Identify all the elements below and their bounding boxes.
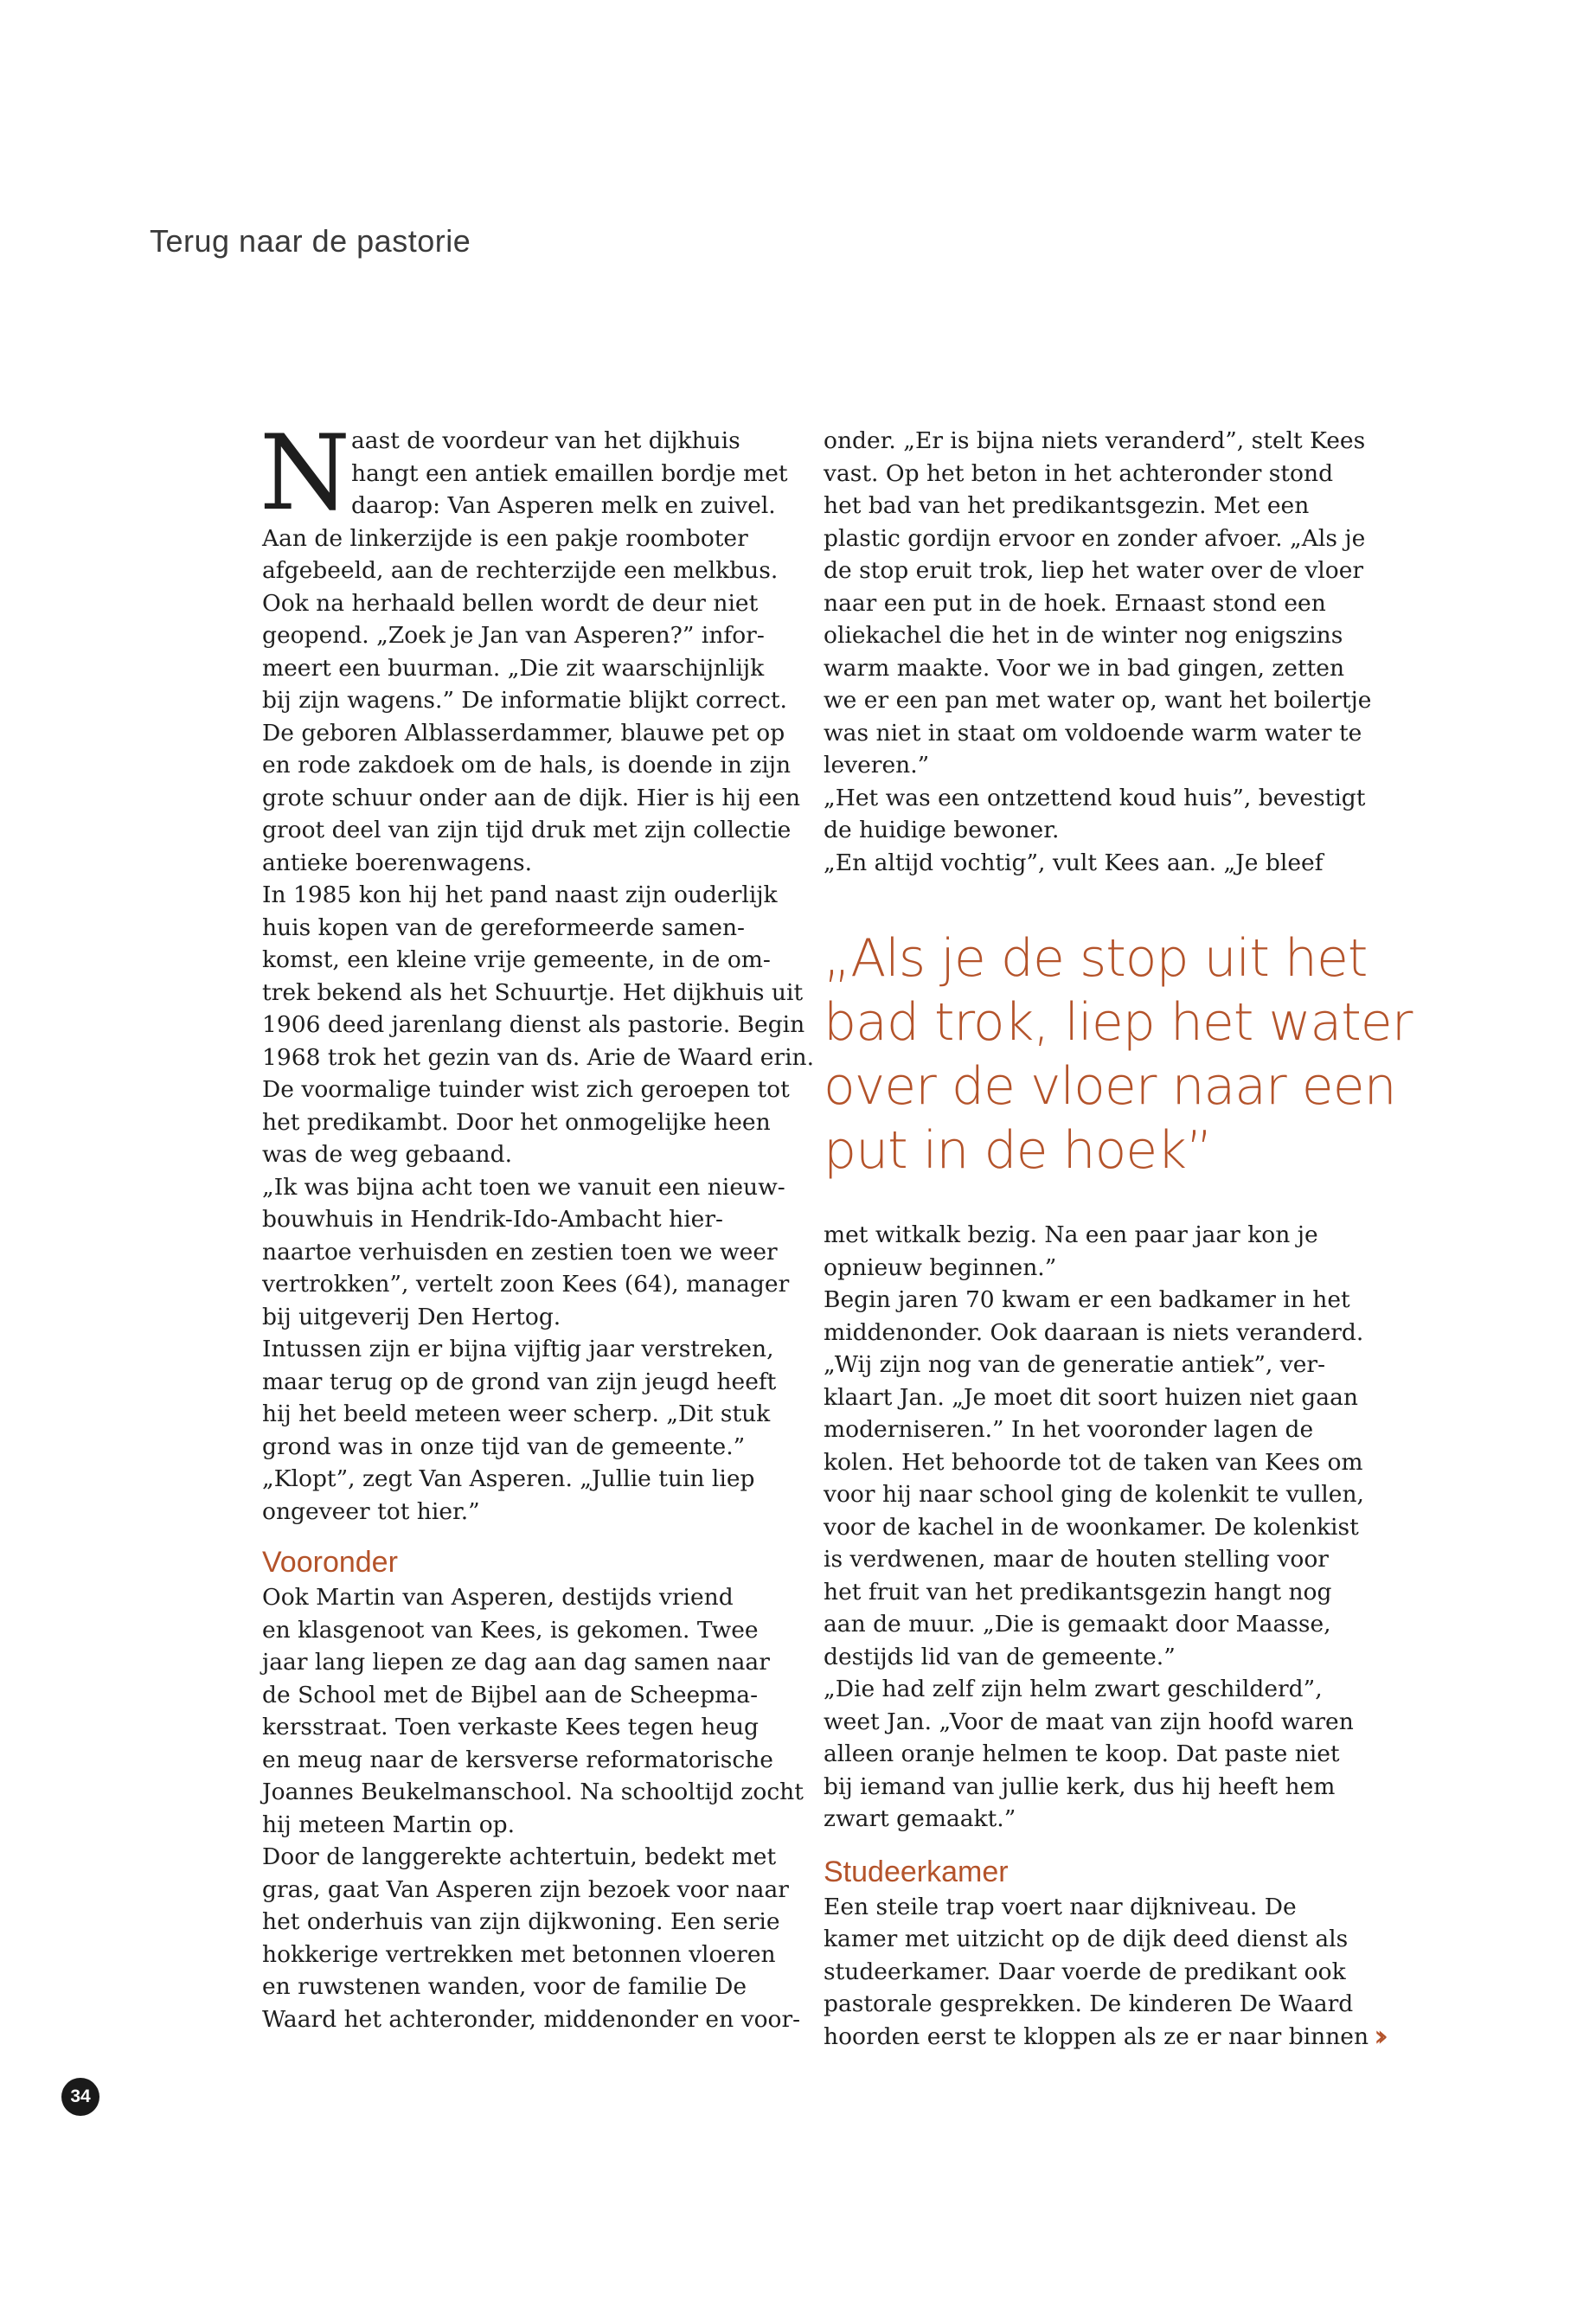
text-line: het fruit van het predikantsgezin hangt nog <box>824 1578 1332 1606</box>
text-line: klaart Jan. „Je moet dit soort huizen niet gaan <box>824 1383 1358 1411</box>
text-line: voor de kachel in de woonkamer. De kolenkist <box>824 1513 1359 1541</box>
text-line: vertrokken”, vertelt zoon Kees (64), manager <box>262 1271 790 1298</box>
text-line: Ook Martin van Asperen, destijds vriend <box>262 1584 734 1611</box>
text-line: bouwhuis in Hendrik-Ido-Ambacht hier- <box>262 1206 723 1233</box>
text-line: 1906 deed jarenlang dienst als pastorie. Begin <box>262 1011 805 1038</box>
text-line: „En altijd vochtig”, vult Kees aan. „Je bleef <box>824 849 1324 876</box>
text-line: Door de langgerekte achtertuin, bedekt met <box>262 1843 777 1870</box>
text-line: De geboren Alblasserdammer, blauwe pet op <box>262 719 785 747</box>
text-line: alleen oranje helmen te koop. Dat paste niet <box>824 1740 1340 1767</box>
text-line: geopend. „Zoek je Jan van Asperen?” infor- <box>262 622 765 649</box>
text-line: zwart gemaakt.” <box>824 1805 1016 1832</box>
pull-quote-line: over de vloer naar een <box>824 1056 1396 1117</box>
text-line: het bad van het predikantsgezin. Met een <box>824 492 1310 519</box>
text-line: de stop eruit trok, liep het water over de vloer <box>824 557 1364 584</box>
text-line: hangt een antiek emaillen bordje met <box>351 459 788 487</box>
text-line: Een steile trap voert naar dijkniveau. De <box>824 1893 1297 1920</box>
text-line: oliekachel die het in de winter nog enigszins <box>824 622 1343 649</box>
text-line: en klasgenoot van Kees, is gekomen. Twee <box>262 1616 759 1644</box>
text-line: aast de voordeur van het dijkhuis <box>351 427 740 454</box>
text-line: was niet in staat om voldoende warm water te <box>824 719 1362 747</box>
text-line: weet Jan. „Voor de maat van zijn hoofd waren <box>824 1708 1354 1735</box>
body-text-block <box>824 1891 1356 2021</box>
text-line: maar terug op de grond van zijn jeugd heeft <box>262 1368 777 1395</box>
text-line: komst, een kleine vrije gemeente, in de om- <box>262 946 771 973</box>
text-line: „Wij zijn nog van de generatie antiek”, ver- <box>824 1351 1326 1378</box>
text-line: 1968 trok het gezin van ds. Arie de Waard erin. <box>262 1043 815 1071</box>
text-line: grote schuur onder aan de dijk. Hier is hij een <box>262 784 801 811</box>
pull-quote-line: put in de hoek” <box>824 1120 1213 1181</box>
text-line: grond was in onze tijd van de gemeente.” <box>262 1433 746 1460</box>
text-line: warm maakte. Voor we in bad gingen, zetten <box>824 654 1345 682</box>
text-line: hokkerige vertrekken met betonnen vloeren <box>262 1940 776 1968</box>
text-line: hij meteen Martin op. <box>262 1811 516 1838</box>
text-line: we er een pan met water op, want het boilertje <box>824 687 1372 714</box>
text-line: afgebeeld, aan de rechterzijde een melkbus. <box>262 557 779 584</box>
text-line: gras, gaat Van Asperen zijn bezoek voor naar <box>262 1875 789 1903</box>
text-line: plastic gordijn ervoor en zonder afvoer. „Als je <box>824 524 1366 552</box>
subheading-vooronder: Vooronder <box>262 1546 398 1579</box>
text-line: antieke boerenwagens. <box>262 849 533 876</box>
pull-quote-line: bad trok, liep het water <box>824 992 1413 1053</box>
text-line: bij iemand van jullie kerk, dus hij heeft hem <box>824 1772 1336 1800</box>
text-line: het predikambt. Door het onmogelijke heen <box>262 1108 771 1136</box>
text-line: is verdwenen, maar de houten stelling voor <box>824 1546 1329 1573</box>
text-line: pastorale gesprekken. De kinderen De Waard <box>824 1990 1354 2017</box>
text-line: Begin jaren 70 kwam er een badkamer in het <box>824 1286 1350 1313</box>
text-line: kolen. Het behoorde tot de taken van Kees om <box>824 1448 1363 1476</box>
text-line: bij zijn wagens.” De informatie blijkt correct. <box>262 687 787 714</box>
body-text-block <box>262 522 815 1529</box>
text-line: In 1985 kon hij het pand naast zijn ouderlijk <box>262 881 778 908</box>
text-line: naar een put in de hoek. Ernaast stond een <box>824 589 1326 617</box>
text-line: „Het was een ontzettend koud huis”, bevestigt <box>824 784 1366 811</box>
page-number: 34 <box>61 2078 99 2116</box>
text-line: naartoe verhuisden en zestien toen we weer <box>262 1238 778 1266</box>
text-line: daarop: Van Asperen melk en zuivel. <box>351 492 776 519</box>
text-line-last <box>824 2018 1381 2054</box>
pull-quote-line: „Als je de stop uit het <box>824 928 1368 989</box>
text-line: voor hij naar school ging de kolenkit te vullen, <box>824 1481 1364 1508</box>
text-line: de huidige bewoner. <box>824 817 1060 843</box>
text-line: „Die had zelf zijn helm zwart geschilderd”, <box>824 1676 1323 1702</box>
text-line: met witkalk bezig. Na een paar jaar kon je <box>824 1221 1318 1248</box>
text-line: groot deel van zijn tijd druk met zijn collectie <box>262 817 792 843</box>
text-line: Waard het achteronder, middenonder en voor- <box>262 2005 801 2033</box>
subheading-studeerkamer: Studeerkamer <box>824 1855 1009 1888</box>
text-line: „Klopt”, zegt Van Asperen. „Jullie tuin liep <box>262 1465 755 1492</box>
text-line-last-text: hoorden eerst te kloppen als ze er naar binnen <box>824 2022 1369 2050</box>
text-line: onder. „Er is bijna niets veranderd”, stelt Kees <box>824 427 1366 454</box>
text-line: studeerkamer. Daar voerde de predikant ook <box>824 1958 1346 1985</box>
text-line: en rode zakdoek om de hals, is doende in zijn <box>262 752 792 779</box>
body-text-block <box>824 425 1372 879</box>
text-line: Joannes Beukelmanschool. Na schooltijd zocht <box>262 1779 804 1805</box>
text-line: was de weg gebaand. <box>262 1141 512 1168</box>
running-head: Terug naar de pastorie <box>150 223 471 259</box>
text-line: Aan de linkerzijde is een pakje roomboter <box>262 524 748 552</box>
text-line: kamer met uitzicht op de dijk deed dienst als <box>824 1926 1349 1952</box>
right-column <box>824 425 1413 2054</box>
left-column <box>260 413 815 2035</box>
text-line: ongeveer tot hier.” <box>262 1497 480 1525</box>
text-line: vast. Op het beton in het achteronder stond <box>824 459 1334 487</box>
pull-quote <box>824 926 1413 1183</box>
text-line: het onderhuis van zijn dijkwoning. Een serie <box>262 1908 780 1935</box>
body-text-block <box>262 1581 804 2035</box>
text-line: bij uitgeverij Den Hertog. <box>262 1303 561 1330</box>
text-line: en meug naar de kersverse reformatorische <box>262 1746 773 1773</box>
text-line: „Ik was bijna acht toen we vanuit een nieuw- <box>262 1173 785 1201</box>
text-line: destijds lid van de gemeente.” <box>824 1643 1176 1670</box>
text-line: hij het beeld meteen weer scherp. „Dit stuk <box>262 1400 771 1427</box>
text-line: aan de muur. „Die is gemaakt door Maasse, <box>824 1611 1331 1638</box>
text-line: Ook na herhaald bellen wordt de deur niet <box>262 589 759 617</box>
chevron-double-right-icon: ›› <box>1374 2018 1381 2054</box>
text-line: middenonder. Ook daaraan is niets veranderd. <box>824 1318 1364 1346</box>
text-line: opnieuw beginnen.” <box>824 1253 1057 1281</box>
text-line: trek bekend als het Schuurtje. Het dijkhuis uit <box>262 978 804 1006</box>
intro-paragraph <box>260 413 794 534</box>
text-line: moderniseren.” In het vooronder lagen de <box>824 1416 1314 1443</box>
text-line: kersstraat. Toen verkaste Kees tegen heug <box>262 1714 760 1740</box>
text-line: huis kopen van de gereformeerde samen- <box>262 913 746 941</box>
text-line: de School met de Bijbel aan de Scheepma- <box>262 1681 759 1708</box>
drop-cap: N <box>260 413 350 534</box>
body-text-block <box>824 1219 1364 1836</box>
text-line: Intussen zijn er bijna vijftig jaar verstreken, <box>262 1336 774 1362</box>
text-line: en ruwstenen wanden, voor de familie De <box>262 1973 747 2000</box>
text-line: De voormalige tuinder wist zich geroepen tot <box>262 1076 790 1103</box>
text-line: meert een buurman. „Die zit waarschijnlijk <box>262 654 765 682</box>
text-line: leveren.” <box>824 752 930 779</box>
text-line: jaar lang liepen ze dag aan dag samen naar <box>262 1649 770 1676</box>
